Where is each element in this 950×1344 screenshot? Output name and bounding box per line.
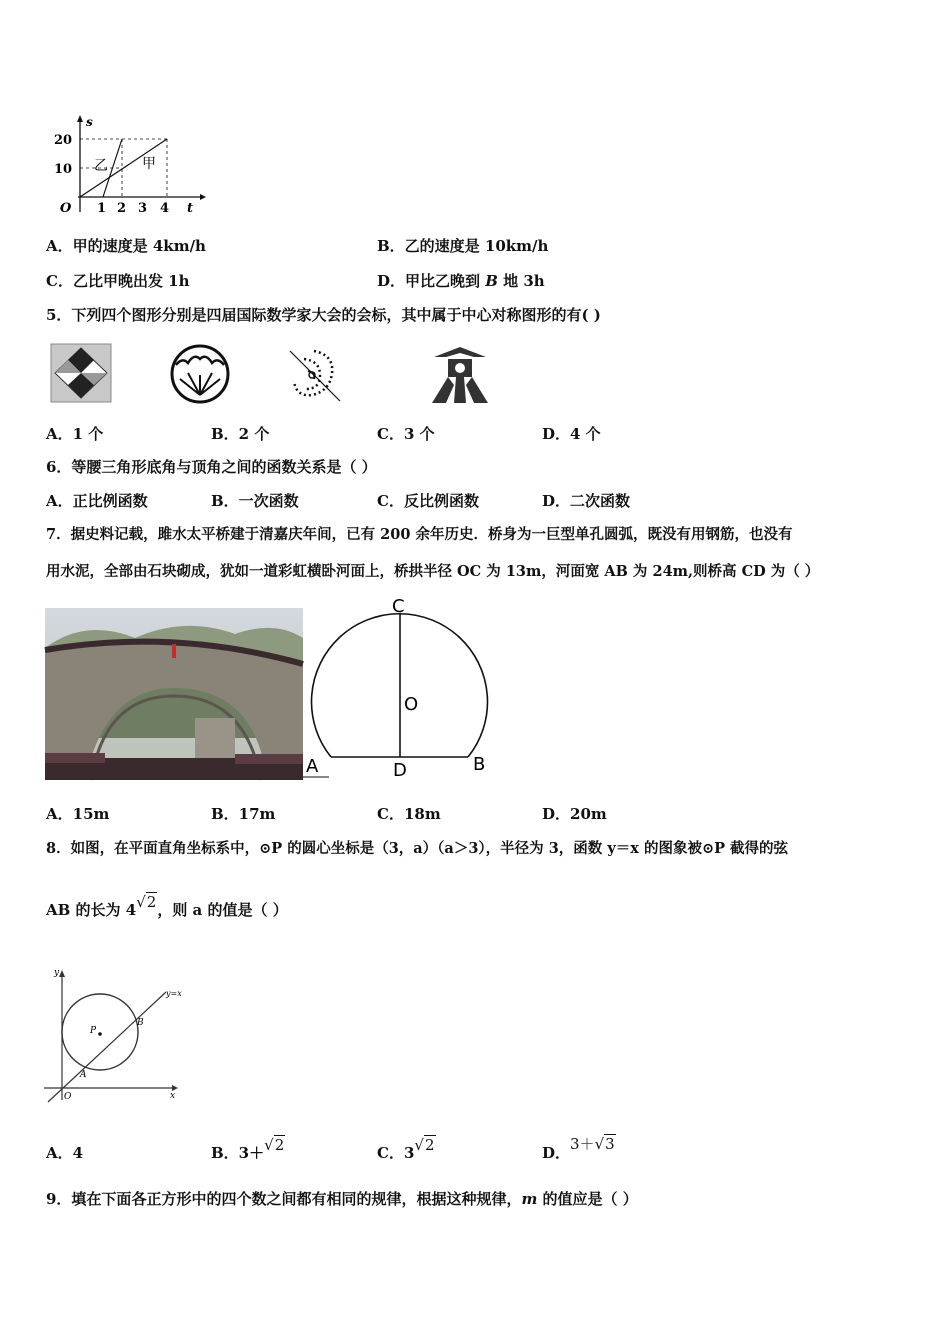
q4-axis-s: s: [86, 115, 93, 129]
q8-sqrt: √2: [136, 893, 157, 911]
q8-option-c[interactable]: [377, 1136, 436, 1163]
q6-option-c[interactable]: C．反比例函数: [377, 492, 479, 510]
q4-tick-1: 1: [97, 201, 107, 216]
q8-stem-line2-post: ，则 a 的值是（ ）: [157, 901, 288, 919]
q8-option-c-radicand: 2: [424, 1136, 435, 1154]
q4-origin: O: [60, 201, 72, 216]
q4-label-jia: 甲: [142, 156, 156, 172]
q4-tick-4: 4: [160, 201, 170, 216]
q7-label-b: B: [473, 754, 486, 775]
q8-stem-line2-pre: AB 的长为 4: [46, 901, 137, 919]
q8-stem-line1: 8．如图，在平面直角坐标系中，⊙P 的圆心坐标是（3，a）（a＞3），半径为 3，函数 y＝x 的图象被⊙P 截得的弦: [46, 840, 789, 857]
q8-option-d[interactable]: [542, 1135, 616, 1163]
q4-option-d-pre: D．甲比乙晚到: [377, 272, 486, 290]
q8-coordinate-diagram: [44, 965, 194, 1105]
q7-arch-diagram: [303, 592, 503, 782]
q4-option-d-italic: B: [485, 272, 498, 290]
q7-option-c[interactable]: C．18m: [377, 805, 441, 823]
q7-stem-line2: 用水泥，全部由石块砌成，犹如一道彩虹横卧河面上，桥拱半径 OC 为 13m，河面宽 AB 为 24m,则桥高 CD 为（ ）: [46, 563, 820, 580]
q4-axis-t: t: [187, 201, 194, 216]
q6-stem: 6．等腰三角形底角与顶角之间的函数关系是（ ）: [46, 458, 377, 476]
q8-axis-y: y: [54, 968, 60, 978]
q4-option-d[interactable]: [377, 271, 545, 291]
q8-option-d-pre: D．: [542, 1144, 571, 1162]
q9-stem-post: 的值应是（ ）: [537, 1190, 638, 1208]
q8-option-c-sqrt: √2: [414, 1136, 435, 1154]
q7-bridge-photo: [45, 608, 303, 780]
q4-tick-20: 20: [54, 133, 73, 148]
q7-label-c: C: [392, 596, 405, 617]
q5-logo-2: [168, 343, 232, 405]
q8-option-b-sqrt: √2: [264, 1136, 285, 1154]
q4-tick-2: 2: [117, 201, 127, 216]
q8-option-b-radicand: 2: [274, 1136, 285, 1154]
q6-option-d[interactable]: D．二次函数: [542, 492, 631, 510]
q5-option-a[interactable]: A．1 个: [46, 425, 104, 443]
q8-center-p: P: [90, 1026, 97, 1036]
q4-distance-time-graph: [50, 112, 210, 217]
q8-line-label: y=x: [166, 989, 182, 998]
q8-point-a: A: [80, 1070, 87, 1080]
q9-stem: [46, 1189, 638, 1209]
q8-origin: O: [64, 1092, 72, 1102]
q5-logo-1: [50, 343, 112, 403]
q8-option-c-pre: C．3: [377, 1144, 415, 1162]
q6-option-b[interactable]: B．一次函数: [211, 492, 299, 510]
q4-option-d-post: 地 3h: [497, 272, 545, 290]
q4-tick-3: 3: [138, 201, 148, 216]
q7-option-d[interactable]: D．20m: [542, 805, 607, 823]
q8-point-b: B: [137, 1018, 144, 1028]
q8-sqrt-radicand: 2: [146, 893, 157, 911]
q5-logo-3: [284, 345, 346, 407]
q8-axis-x: x: [170, 1091, 176, 1101]
q4-option-a[interactable]: A．甲的速度是 4km/h: [46, 237, 206, 255]
q4-label-yi: 乙: [94, 158, 108, 174]
q5-option-b[interactable]: B．2 个: [211, 425, 270, 443]
q9-stem-pre: 9．填在下面各正方形中的四个数之间都有相同的规律，根据这种规律，: [46, 1190, 522, 1208]
q7-option-a[interactable]: A．15m: [46, 805, 110, 823]
q9-stem-italic: m: [521, 1190, 538, 1208]
q8-stem-line2: [46, 893, 288, 920]
q5-option-c[interactable]: C．3 个: [377, 425, 435, 443]
q7-stem-line1: 7．据史料记载，雎水太平桥建于清嘉庆年间，已有 200 余年历史．桥身为一巨型单孔圆弧，既没有用钢筋，也没有: [46, 526, 793, 543]
q8-option-b[interactable]: [211, 1136, 285, 1163]
q7-label-d: D: [393, 760, 407, 781]
q7-label-a: A: [306, 756, 319, 777]
q5-logo-4: [428, 345, 492, 407]
q4-option-b[interactable]: B．乙的速度是 10km/h: [377, 237, 549, 255]
q7-option-b[interactable]: B．17m: [211, 805, 276, 823]
q4-tick-10: 10: [54, 162, 73, 177]
q6-option-a[interactable]: A．正比例函数: [46, 492, 148, 510]
q5-stem: 5．下列四个图形分别是四届国际数学家大会的会标，其中属于中心对称图形的有( ): [46, 306, 601, 324]
q7-label-o: O: [404, 694, 419, 715]
q4-option-c[interactable]: C．乙比甲晚出发 1h: [46, 272, 190, 290]
q5-option-d[interactable]: D．4 个: [542, 425, 601, 443]
q8-option-a[interactable]: A．4: [46, 1144, 84, 1162]
q8-option-d-num: 3＋: [570, 1135, 595, 1153]
q8-option-d-radicand: 3: [605, 1135, 615, 1153]
q8-option-d-sqrt: √3: [594, 1135, 615, 1153]
q8-option-b-pre: B．3＋: [211, 1144, 265, 1162]
